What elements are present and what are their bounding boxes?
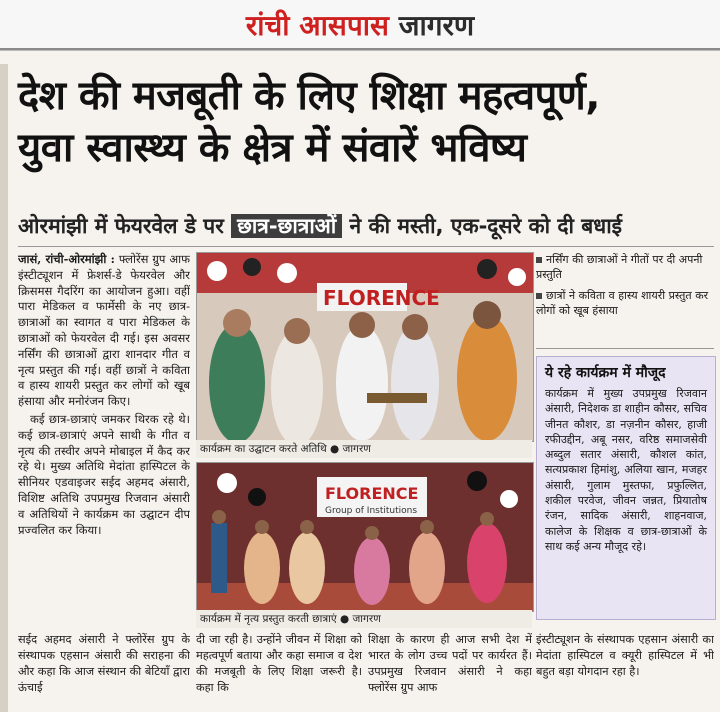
article-left-column — [18, 252, 190, 632]
subhead-pre: ओरमांझी में फेयरवेल डे पर — [18, 214, 232, 238]
bottom-column-3: शिक्षा के कारण ही आज सभी देश में भारत के लोग उच्च पदों पर कार्यरत हैं। उपप्रमुख रिजवान अंसारी ने कहा फ्लोरेंस ग्रुप आफ — [368, 633, 532, 694]
left-gutter — [0, 64, 8, 712]
masthead-brand: जागरण — [398, 9, 475, 42]
highlights-column — [536, 252, 714, 324]
photo-dance — [196, 462, 534, 612]
headline — [18, 70, 718, 174]
highlights-rule — [536, 348, 714, 349]
photo-inauguration — [196, 252, 534, 442]
paragraph-1 — [18, 252, 190, 410]
photo-banner-subtext: Group of Institutions — [325, 506, 418, 516]
headline-line-2: युवा स्वास्थ्य के क्षेत्र में संवारें भविष्य — [18, 125, 527, 171]
bullet-square-icon — [536, 293, 542, 299]
photo-top-caption: कार्यक्रम का उद्घाटन करते अतिथि ● जागरण — [196, 440, 532, 458]
highlight-item — [536, 288, 714, 318]
headline-line-1: देश की मजबूती के लिए शिक्षा महत्वपूर्ण, — [18, 73, 600, 119]
attendees-title: ये रहे कार्यक्रम में मौजूद — [545, 365, 666, 381]
bottom-column-4: इंस्टीट्यूशन के संस्थापक एहसान अंसारी का मेदांता हास्पिटल व क्यूरी हास्पिटल में भी बहुत बड़ा योगदान रहा है। — [536, 633, 714, 678]
photo-banner-text-2: FLORENCE — [325, 484, 419, 503]
dance-illustration — [197, 463, 533, 611]
masthead-rule — [0, 48, 720, 50]
subheadline — [18, 212, 718, 240]
photo-banner-text: FLORENCE — [323, 286, 440, 310]
highlight-text: छात्रों ने कविता व हास्य शायरी प्रस्तुत कर लोगों को खूब हंसाया — [536, 289, 709, 317]
dateline: जासं, रांची-ओरमांझी : — [18, 252, 115, 266]
bottom-column-2: दी जा रही है। उन्होंने जीवन में शिक्षा को महत्वपूर्ण बताया और कहा समाज व देश की मजबूती के लिए शिक्षा जरूरी है। कहा कि — [196, 633, 362, 694]
bottom-column-1: सईद अहमद अंसारी ने फ्लोरेंस ग्रुप के संस्थापक एहसान अंसारी की सराहना की और कहा कि आज संस्थान की बेटियाँ द्वारा ऊंचाई — [18, 633, 190, 694]
paragraph-1-text: फ्लोरेंस ग्रुप आफ इंस्टीट्यूशन में फ्रेशर्स-डे फेयरवेल और क्रिसमस गैदरिंग का आयोजन हुआ। वहीं पारा मेडिकल व फार्मेसी के नए छात्र-छात्राओं का स्वागत व पारा मेडिकल के छात्राओं को फेयरवेल दी गई। इस अवसर नर्सिंग की छात्राओं द्वारा शानदार गीत व नृत्य प्रस्तुत की गई। वहीं छात्रों ने कविता व हास्य शायरी प्रस्तुत कर लोगों को खूब हंसाया और मनोरंजन किए। — [18, 252, 190, 409]
inauguration-illustration — [197, 253, 533, 441]
bullet-square-icon — [536, 257, 542, 263]
masthead — [0, 0, 720, 51]
paragraph-2: कई छात्र-छात्राएं जमकर थिरक रहे थे। कई छात्र-छात्राएं अपने साथी के गीत व नृत्य की तस्वीर अपने मोबाइल में कैद कर रहे थे। मुख्य अतिथि मेदांता हास्पिटल के सीनियर एडवाइजर सईद अहमद अंसारी, विशिष्ट अतिथि उपप्रमुख रिजवान अंसारी व अतिथियों ने कार्यक्रम का उद्घाटन दीप प्रज्वलित कर किया। — [18, 411, 190, 537]
highlight-item — [536, 252, 714, 282]
masthead-section: रांची आसपास — [245, 9, 389, 42]
subhead-post: ने की मस्ती, एक-दूसरे को दी बधाई — [342, 214, 622, 238]
attendees-text: कार्यक्रम में मुख्य उपप्रमुख रिजवान अंसारी, निदेशक डा शाहीन कौसर, सचिव जीनत कौशर, डा नज़नीन कौसर, हाजी रफीउद्दीन, अबू नसर, वरिष्ठ समाजसेवी अब्दुल सतार अंसारी, कौशल कांत, सत्यप्रकाश हिमांशु, अलिया खान, मजहर अंसारी, गुलाम मुस्तफा, प्रफुल्लित, शकील परवेज, जीवन जन्नत, प्रियातोष रंजन, सादिक अंसारी, शाहनवाज, कालेज के शिक्षक व छात्र-छात्राओं के साथ कई अन्य मौजूद रहे। — [545, 387, 707, 553]
photo-bottom-caption: कार्यक्रम में नृत्य प्रस्तुत करती छात्राएं ● जागरण — [196, 610, 532, 628]
subhead-highlight: छात्र-छात्राओं — [231, 214, 342, 238]
masthead-title — [0, 6, 720, 44]
section-rule — [18, 246, 714, 247]
attendees-box — [536, 356, 716, 620]
highlight-text: नर्सिंग की छात्राओं ने गीतों पर दी अपनी प्रस्तुति — [536, 253, 703, 281]
